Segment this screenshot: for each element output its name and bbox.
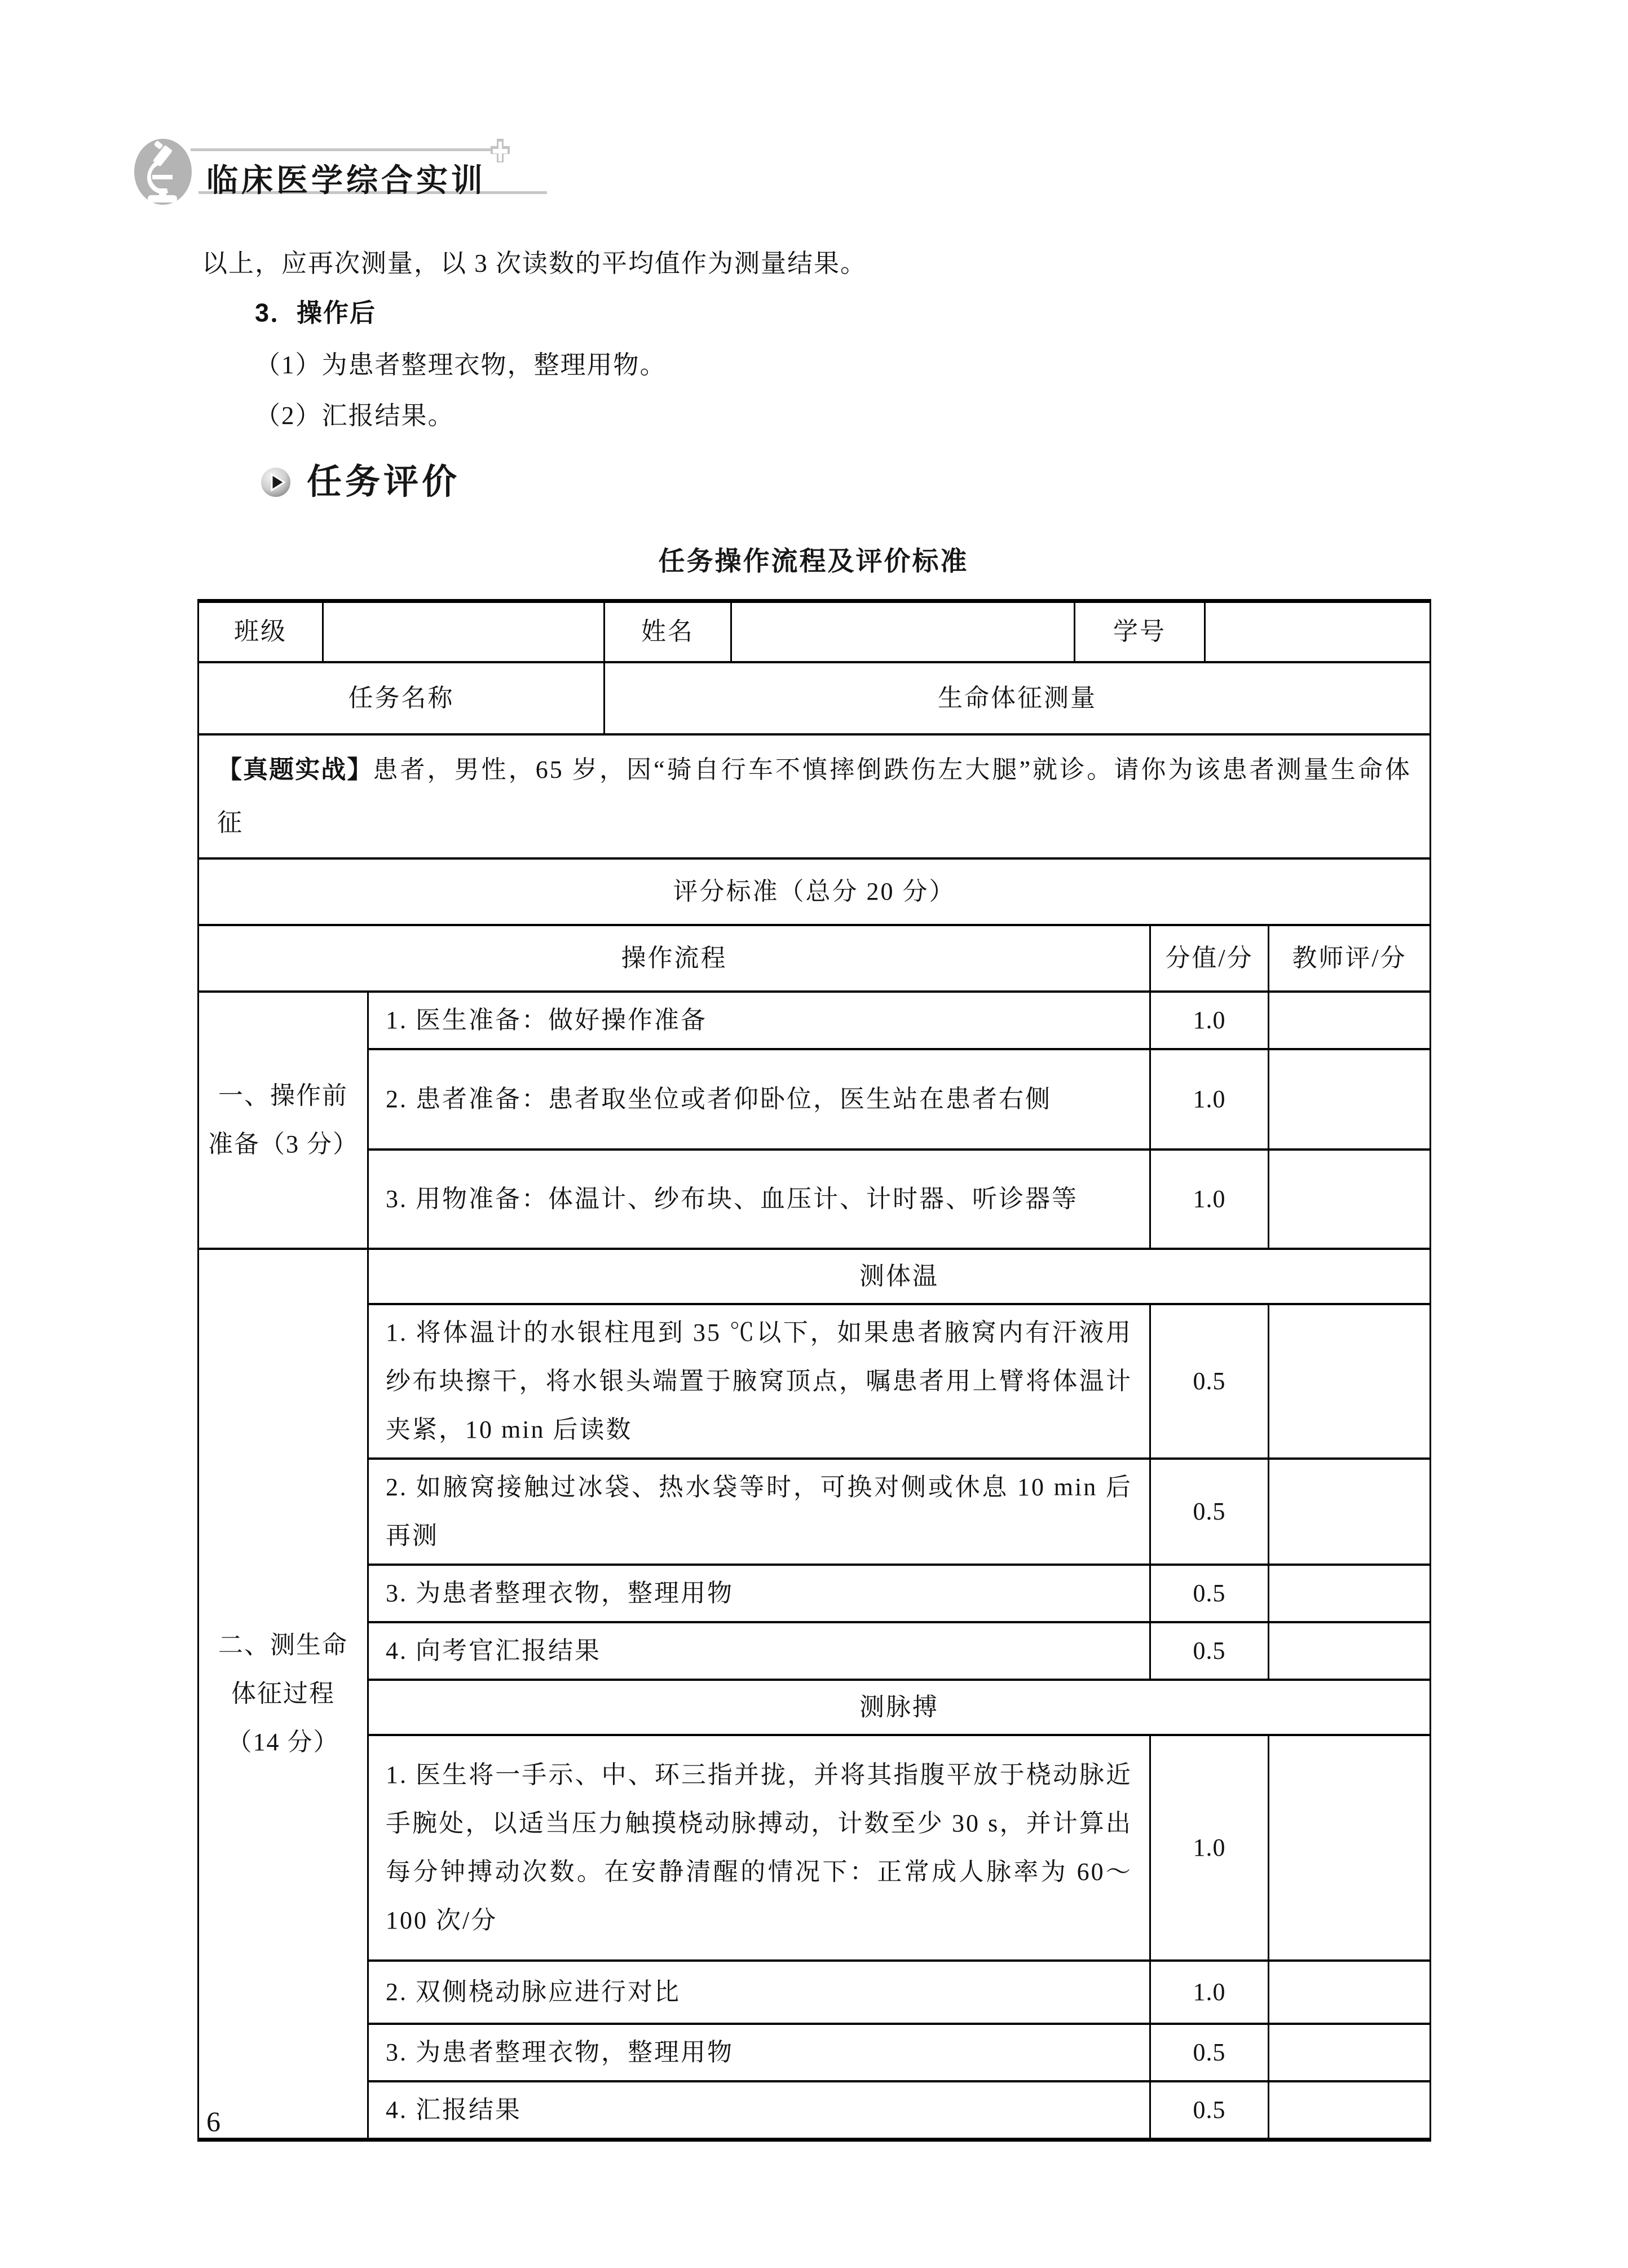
section1-label: 一、操作前准备（3 分） (198, 992, 368, 1249)
table-title: 任务操作流程及评价标准 (658, 546, 969, 576)
pulse-score-1: 1.0 (1150, 1735, 1269, 1961)
evaluation-table (197, 599, 1431, 2142)
step3-item-2: （2）汇报结果。 (255, 402, 455, 430)
section-title: 任务评价 (307, 463, 461, 501)
teacher-score-blank (1269, 1961, 1431, 2024)
table-row (198, 662, 1431, 734)
subsection-header-pulse: 测脉搏 (368, 1680, 1431, 1735)
play-bullet-icon (261, 467, 291, 497)
table-row (198, 2081, 1431, 2140)
name-value-blank (731, 601, 1075, 662)
table-row (198, 925, 1431, 992)
class-label: 班级 (198, 601, 323, 662)
temperature-score-1: 0.5 (1150, 1304, 1269, 1459)
temperature-item-2: 2. 如腋窝接触过冰袋、热水袋等时，可换对侧或休息 10 min 后再测 (368, 1459, 1150, 1565)
section1-score-2: 1.0 (1150, 1049, 1269, 1150)
teacher-score-blank (1269, 992, 1431, 1049)
section1-score-3: 1.0 (1150, 1150, 1269, 1249)
table-row (198, 1565, 1431, 1622)
table-row (198, 1961, 1431, 2024)
paragraph-measurement-note: 以上，应再次测量，以 3 次读数的平均值作为测量结果。 (202, 249, 867, 278)
table-row (198, 858, 1431, 925)
table-row (198, 1249, 1431, 1304)
table-row (198, 1735, 1431, 1961)
table-row (198, 734, 1431, 858)
table-row (198, 1680, 1431, 1735)
table-row (198, 1459, 1431, 1565)
temperature-score-3: 0.5 (1150, 1565, 1269, 1622)
table-row (198, 601, 1431, 662)
column-header-score: 分值/分 (1150, 925, 1269, 992)
pulse-item-4: 4. 汇报结果 (368, 2081, 1150, 2140)
temperature-item-4: 4. 向考官汇报结果 (368, 1622, 1150, 1680)
pulse-item-1: 1. 医生将一手示、中、环三指并拢，并将其指腹平放于桡动脉近手腕处，以适当压力触摸桡动脉搏动，计数至少 30 s，并计算出每分钟搏动次数。在安静清醒的情况下：正常成人脉率为 60～100 次/分 (368, 1735, 1150, 1961)
brand-logo (134, 139, 192, 205)
teacher-score-blank (1269, 1304, 1431, 1459)
temperature-score-2: 0.5 (1150, 1459, 1269, 1565)
teacher-score-blank (1269, 1150, 1431, 1249)
subsection-header-temperature: 测体温 (368, 1249, 1431, 1304)
page-number: 6 (206, 2106, 220, 2137)
step3-item-1: （1）为患者整理衣物，整理用物。 (255, 351, 667, 379)
name-label: 姓名 (605, 601, 731, 662)
scenario-tag: 【真题实战】 (217, 755, 373, 783)
temperature-item-1: 1. 将体温计的水银柱甩到 35 ℃以下，如果患者腋窝内有汗液用纱布块擦干，将水银头端置于腋窝顶点，嘱患者用上臂将体温计夹紧，10 min 后读数 (368, 1304, 1150, 1459)
teacher-score-blank (1269, 2024, 1431, 2081)
task-name-label: 任务名称 (198, 662, 605, 734)
teacher-score-blank (1269, 1565, 1431, 1622)
section1-item-2: 2. 患者准备：患者取坐位或者仰卧位，医生站在患者右侧 (368, 1049, 1150, 1150)
student-id-label: 学号 (1075, 601, 1205, 662)
table-row (198, 1150, 1431, 1249)
scoring-header: 评分标准（总分 20 分） (198, 858, 1431, 925)
brand-rule-top (191, 148, 491, 151)
table-row (198, 992, 1431, 1049)
pulse-score-3: 0.5 (1150, 2024, 1269, 2081)
task-name-value: 生命体征测量 (605, 662, 1431, 734)
section1-item-3: 3. 用物准备：体温计、纱布块、血压计、计时器、听诊器等 (368, 1150, 1150, 1249)
pulse-score-4: 0.5 (1150, 2081, 1269, 2140)
temperature-score-4: 0.5 (1150, 1622, 1269, 1680)
section1-item-1: 1. 医生准备：做好操作准备 (368, 992, 1150, 1049)
student-id-value-blank (1205, 601, 1431, 662)
scenario-cell (198, 734, 1431, 858)
brand-title: 临床医学综合实训 (206, 162, 486, 198)
pulse-item-2: 2. 双侧桡动脉应进行对比 (368, 1961, 1150, 2024)
medical-cross-icon (489, 138, 511, 166)
pulse-item-3: 3. 为患者整理衣物，整理用物 (368, 2024, 1150, 2081)
class-value-blank (323, 601, 605, 662)
table-row (198, 2024, 1431, 2081)
step3-heading: 3．操作后 (255, 298, 377, 327)
teacher-score-blank (1269, 1622, 1431, 1680)
section-heading-task-evaluation (261, 463, 461, 501)
teacher-score-blank (1269, 2081, 1431, 2140)
table-row (198, 1304, 1431, 1459)
teacher-score-blank (1269, 1735, 1431, 1961)
column-header-teacher: 教师评/分 (1269, 925, 1431, 992)
temperature-item-3: 3. 为患者整理衣物，整理用物 (368, 1565, 1150, 1622)
table-row (198, 1622, 1431, 1680)
teacher-score-blank (1269, 1459, 1431, 1565)
section2-label: 二、测生命体征过程（14 分） (198, 1249, 368, 2140)
table-row (198, 1049, 1431, 1150)
column-header-process: 操作流程 (198, 925, 1150, 992)
scenario-text: 患者，男性，65 岁，因“骑自行车不慎摔倒跌伤左大腿”就诊。请你为该患者测量生命体征 (217, 755, 1411, 836)
pulse-score-2: 1.0 (1150, 1961, 1269, 2024)
teacher-score-blank (1269, 1049, 1431, 1150)
section1-score-1: 1.0 (1150, 992, 1269, 1049)
